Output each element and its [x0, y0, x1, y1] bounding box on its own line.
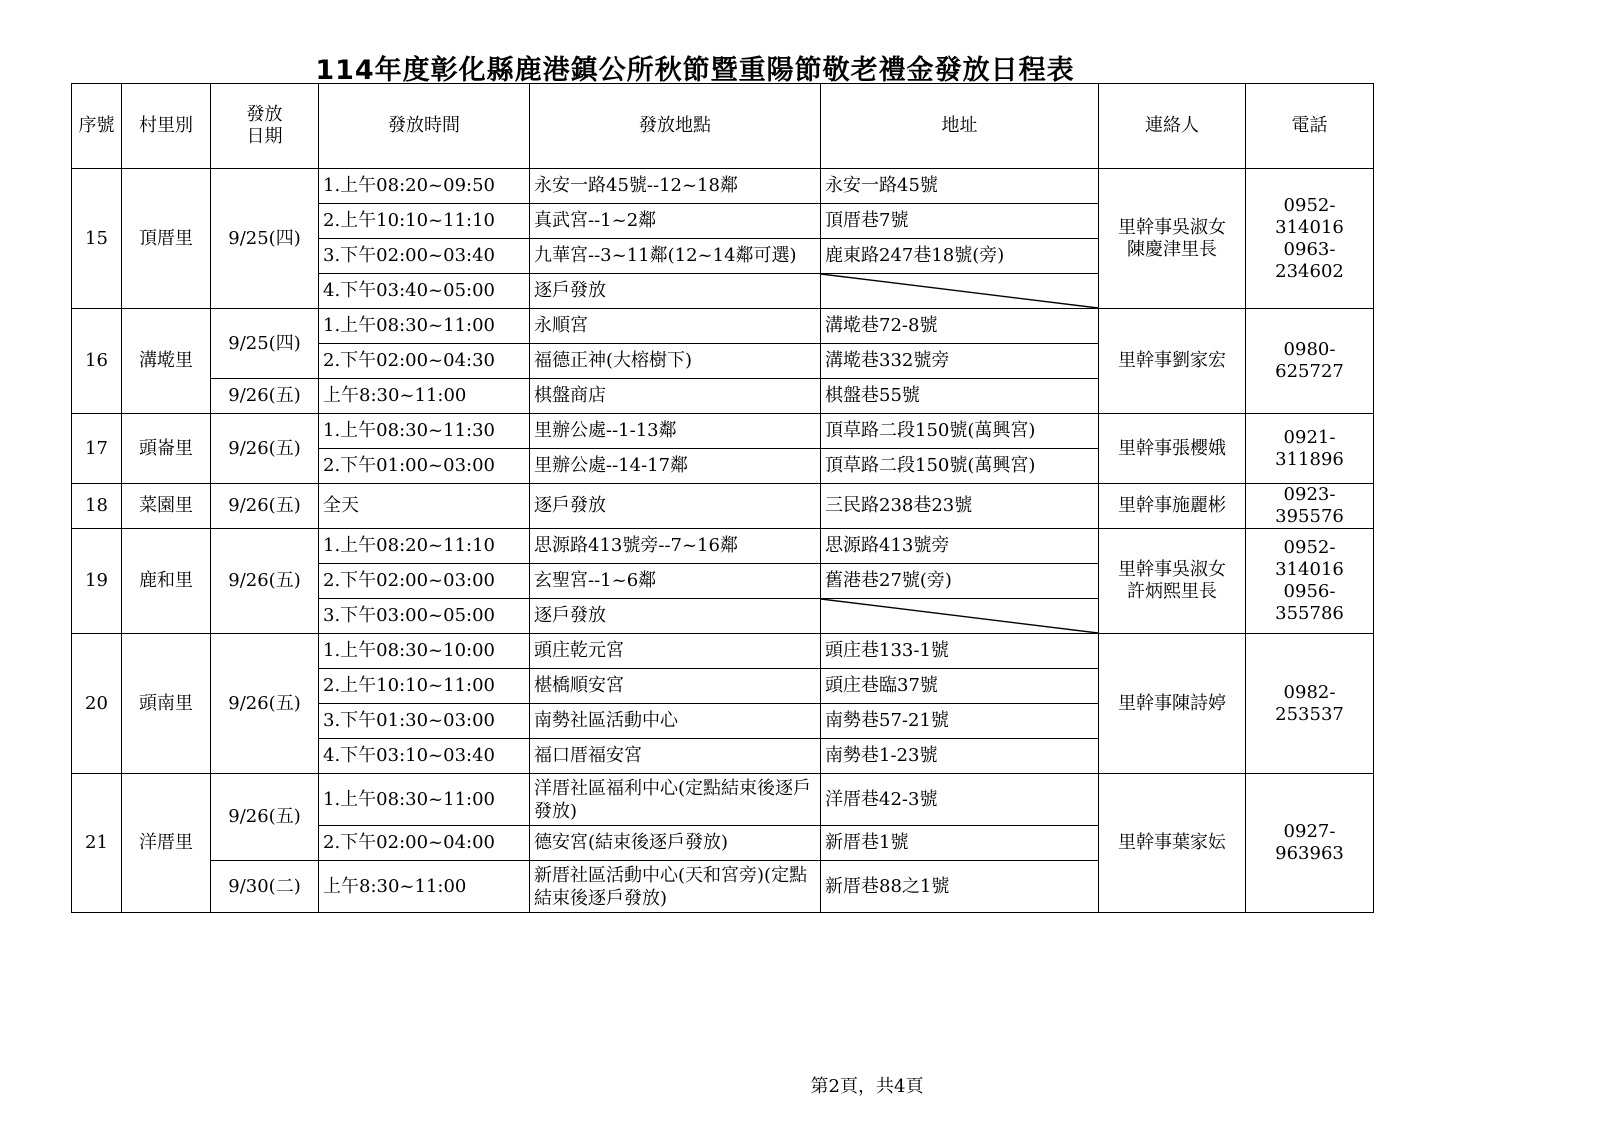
contact-cell: 里幹事吳淑女 陳慶津里長: [1099, 169, 1246, 309]
time-cell: 上午8:30~11:00: [319, 861, 530, 913]
address-cell: 洋厝巷42-3號: [821, 774, 1099, 826]
place-cell: 里辦公處--14-17鄰: [530, 449, 821, 484]
contact-cell: 里幹事張櫻娥: [1099, 414, 1246, 484]
date-cell: 9/30(二): [211, 861, 319, 913]
address-cell: 南勢巷57-21號: [821, 704, 1099, 739]
time-cell: 上午8:30~11:00: [319, 379, 530, 414]
place-cell: 思源路413號旁--7~16鄰: [530, 529, 821, 564]
village-cell: 菜園里: [122, 484, 211, 529]
contact-cell: 里幹事陳詩婷: [1099, 634, 1246, 774]
header-row: [72, 84, 1374, 169]
date-cell: 9/26(五): [211, 484, 319, 529]
address-cell: 舊港巷27號(旁): [821, 564, 1099, 599]
time-cell: 3.下午01:30~03:00: [319, 704, 530, 739]
empty-address-cell: [821, 599, 1099, 634]
diagonal-line: [821, 599, 1098, 633]
table-row: [72, 634, 1374, 669]
time-cell: 2.下午02:00~03:00: [319, 564, 530, 599]
header-place: 發放地點: [530, 84, 821, 169]
seq-cell: 20: [72, 634, 122, 774]
address-cell: 永安一路45號: [821, 169, 1099, 204]
time-cell: 2.下午02:00~04:00: [319, 826, 530, 861]
header-seq: 序號: [72, 84, 122, 169]
date-cell: 9/26(五): [211, 379, 319, 414]
time-cell: 2.下午01:00~03:00: [319, 449, 530, 484]
place-cell: 南勢社區活動中心: [530, 704, 821, 739]
address-cell: 頭庄巷133-1號: [821, 634, 1099, 669]
address-cell: 頂草路二段150號(萬興宮): [821, 414, 1099, 449]
header-date: 發放 日期: [211, 84, 319, 169]
contact-cell: 里幹事葉家妘: [1099, 774, 1246, 913]
time-cell: 1.上午08:30~11:00: [319, 309, 530, 344]
place-cell: 棋盤商店: [530, 379, 821, 414]
header-phone: 電話: [1246, 84, 1374, 169]
place-cell: 椹橋順安宮: [530, 669, 821, 704]
place-cell: 德安宮(結束後逐戶發放): [530, 826, 821, 861]
address-cell: 溝墘巷332號旁: [821, 344, 1099, 379]
place-cell: 逐戶發放: [530, 484, 821, 529]
village-cell: 溝墘里: [122, 309, 211, 414]
place-cell: 頭庄乾元宮: [530, 634, 821, 669]
phone-cell: 0923-395576: [1246, 484, 1374, 529]
diagonal-line: [821, 274, 1098, 308]
village-cell: 洋厝里: [122, 774, 211, 913]
address-cell: 新厝巷88之1號: [821, 861, 1099, 913]
contact-cell: 里幹事吳淑女 許炳熙里長: [1099, 529, 1246, 634]
place-cell: 新厝社區活動中心(天和宮旁)(定點結束後逐戶發放): [530, 861, 821, 913]
place-cell: 逐戶發放: [530, 599, 821, 634]
schedule-table: [71, 83, 1374, 913]
table-row: [72, 529, 1374, 564]
village-cell: 頭南里: [122, 634, 211, 774]
time-cell: 3.下午03:00~05:00: [319, 599, 530, 634]
time-cell: 4.下午03:10~03:40: [319, 739, 530, 774]
address-cell: 南勢巷1-23號: [821, 739, 1099, 774]
seq-cell: 16: [72, 309, 122, 414]
time-cell: 2.下午02:00~04:30: [319, 344, 530, 379]
phone-cell: 0952-314016 0956-355786: [1246, 529, 1374, 634]
village-cell: 頂厝里: [122, 169, 211, 309]
address-cell: 新厝巷1號: [821, 826, 1099, 861]
table-row: [72, 414, 1374, 449]
seq-cell: 18: [72, 484, 122, 529]
address-cell: 溝墘巷72-8號: [821, 309, 1099, 344]
header-contact: 連絡人: [1099, 84, 1246, 169]
place-cell: 玄聖宮--1~6鄰: [530, 564, 821, 599]
place-cell: 里辦公處--1-13鄰: [530, 414, 821, 449]
time-cell: 3.下午02:00~03:40: [319, 239, 530, 274]
date-cell: 9/26(五): [211, 774, 319, 861]
table-row: [72, 484, 1374, 529]
header-village: 村里別: [122, 84, 211, 169]
place-cell: 逐戶發放: [530, 274, 821, 309]
address-cell: 鹿東路247巷18號(旁): [821, 239, 1099, 274]
time-cell: 1.上午08:20~09:50: [319, 169, 530, 204]
place-cell: 九華宮--3~11鄰(12~14鄰可選): [530, 239, 821, 274]
phone-cell: 0927-963963: [1246, 774, 1374, 913]
empty-address-cell: [821, 274, 1099, 309]
time-cell: 1.上午08:30~10:00: [319, 634, 530, 669]
address-cell: 頭庄巷臨37號: [821, 669, 1099, 704]
seq-cell: 17: [72, 414, 122, 484]
page-number: 第2頁，共4頁: [810, 1076, 924, 1097]
time-cell: 全天: [319, 484, 530, 529]
address-cell: 頂草路二段150號(萬興宮): [821, 449, 1099, 484]
header-address: 地址: [821, 84, 1099, 169]
date-cell: 9/25(四): [211, 169, 319, 309]
phone-cell: 0921-311896: [1246, 414, 1374, 484]
place-cell: 洋厝社區福利中心(定點結束後逐戶發放): [530, 774, 821, 826]
table-row: [72, 774, 1374, 826]
time-cell: 2.上午10:10~11:00: [319, 669, 530, 704]
phone-cell: 0952-314016 0963-234602: [1246, 169, 1374, 309]
table-row: [72, 169, 1374, 204]
date-cell: 9/26(五): [211, 634, 319, 774]
place-cell: 永順宮: [530, 309, 821, 344]
date-cell: 9/26(五): [211, 414, 319, 484]
date-cell: 9/25(四): [211, 309, 319, 379]
date-cell: 9/26(五): [211, 529, 319, 634]
time-cell: 4.下午03:40~05:00: [319, 274, 530, 309]
time-cell: 1.上午08:30~11:00: [319, 774, 530, 826]
place-cell: 真武宮--1~2鄰: [530, 204, 821, 239]
address-cell: 頂厝巷7號: [821, 204, 1099, 239]
phone-cell: 0980-625727: [1246, 309, 1374, 414]
place-cell: 永安一路45號--12~18鄰: [530, 169, 821, 204]
contact-cell: 里幹事施麗彬: [1099, 484, 1246, 529]
address-cell: 三民路238巷23號: [821, 484, 1099, 529]
table-row: [72, 309, 1374, 344]
place-cell: 福德正神(大榕樹下): [530, 344, 821, 379]
time-cell: 2.上午10:10~11:10: [319, 204, 530, 239]
time-cell: 1.上午08:30~11:30: [319, 414, 530, 449]
place-cell: 福口厝福安宮: [530, 739, 821, 774]
page-title: 114年度彰化縣鹿港鎮公所秋節暨重陽節敬老禮金發放日程表: [315, 55, 1075, 86]
time-cell: 1.上午08:20~11:10: [319, 529, 530, 564]
address-cell: 棋盤巷55號: [821, 379, 1099, 414]
village-cell: 鹿和里: [122, 529, 211, 634]
village-cell: 頭崙里: [122, 414, 211, 484]
seq-cell: 15: [72, 169, 122, 309]
contact-cell: 里幹事劉家宏: [1099, 309, 1246, 414]
seq-cell: 19: [72, 529, 122, 634]
seq-cell: 21: [72, 774, 122, 913]
header-time: 發放時間: [319, 84, 530, 169]
phone-cell: 0982-253537: [1246, 634, 1374, 774]
address-cell: 思源路413號旁: [821, 529, 1099, 564]
